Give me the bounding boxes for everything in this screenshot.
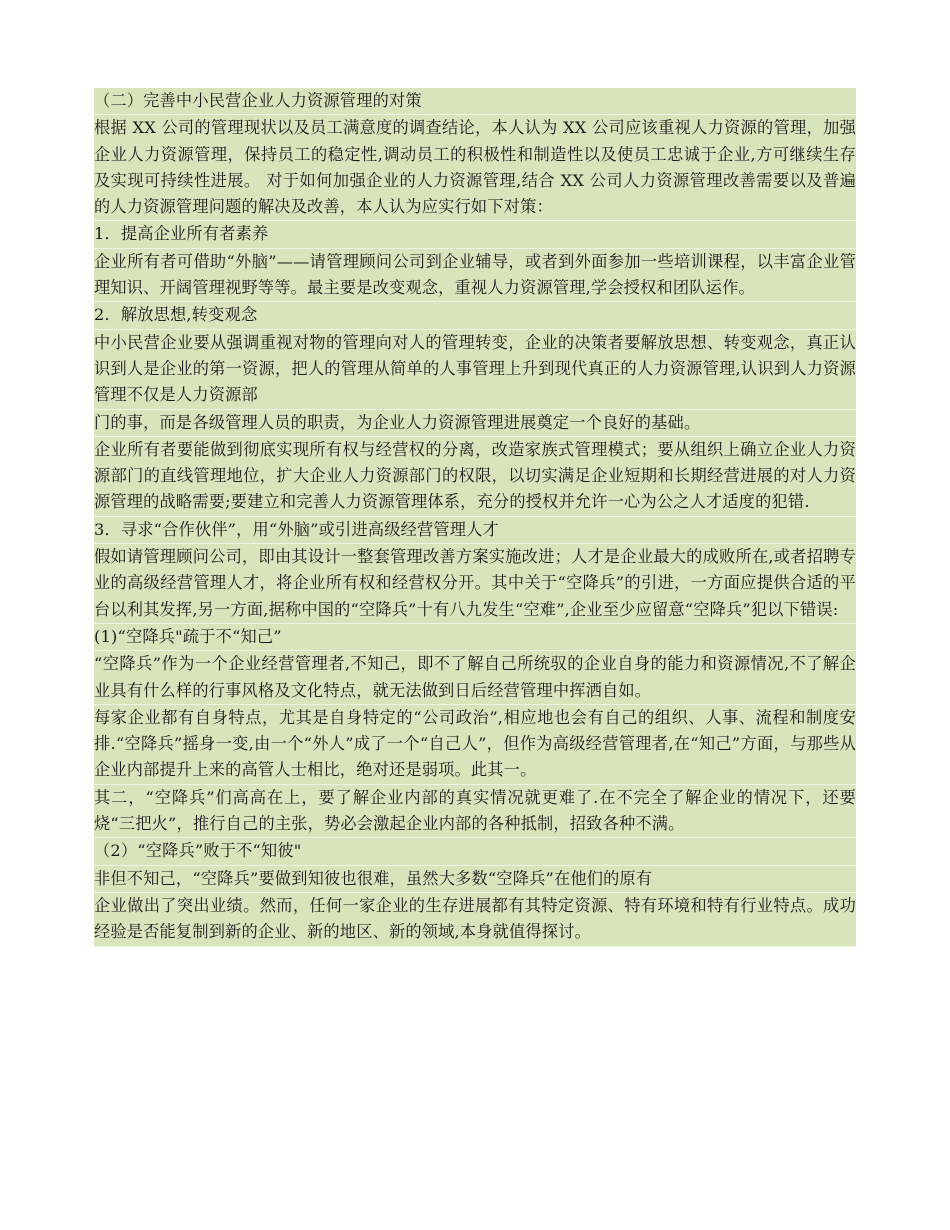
section-heading: （二）完善中小民营企业人力资源管理的对策 [94,88,856,115]
subheading-3: 3．寻求“合作伙伴”，用“外脑”或引进高级经营管理人才 [94,517,856,544]
paragraph: “空降兵”作为一个企业经营管理者,不知己，即不了解自己所统驭的企业自身的能力和资源情况,不了解企业具有什么样的行事风格及文化特点，就无法做到日后经营管理中挥洒自如。 [94,651,856,705]
paragraph: 每家企业都有自身特点，尤其是自身特定的“公司政治”,相应地也会有自己的组织、人事、流程和制度安排.“空降兵”摇身一变,由一个“外人”成了一个“自己人”，但作为高级经营管理者,在“知己”方面，与那些从企业内部提升上来的高管人士相比，绝对还是弱项。此其一。 [94,705,856,785]
paragraph: 非但不知己，“空降兵”要做到知彼也很难，虽然大多数“空降兵”在他们的原有 [94,866,856,893]
intro-paragraph: 根据 XX 公司的管理现状以及员工满意度的调查结论，本人认为 XX 公司应该重视人力资源的管理，加强企业人力资源管理，保持员工的稳定性,调动员工的积极性和制造性以及使员工忠诚于企业,方可继续生存及实现可持续性进展。 对于如何加强企业的人力资源管理,结合 XX 公司人力资源管理改善需要以及普遍的人力资源管理问题的解决及改善，本人认为应实行如下对策： [94,115,856,221]
paragraph: 门的事，而是各级管理人员的职责，为企业人力资源管理进展奠定一个良好的基础。 [94,410,856,437]
paragraph: 企业所有者要能做到彻底实现所有权与经营权的分离，改造家族式管理模式；要从组织上确立企业人力资源部门的直线管理地位，扩大企业人力资源部门的权限，以切实满足企业短期和长期经营进展的对人力资源管理的战略需要;要建立和完善人力资源管理体系，充分的授权并允许一心为公之人才适度的犯错. [94,437,856,517]
subheading-1: 1．提高企业所有者素养 [94,221,856,248]
document-body [94,88,856,947]
paragraph: 假如请管理顾问公司，即由其设计一整套管理改善方案实施改进；人才是企业最大的成败所在,或者招聘专业的高级经营管理人才，将企业所有权和经营权分开。其中关于“空降兵”的引进，一方面应提供合适的平台以利其发挥,另一方面,据称中国的“空降兵”十有八九发生“空难”,企业至少应留意“空降兵”犯以下错误: [94,544,856,624]
paragraph: 企业做出了突出业绩。然而，任何一家企业的生存进展都有其特定资源、特有环境和特有行业特点。成功经验是否能复制到新的企业、新的地区、新的领域,本身就值得探讨。 [94,893,856,947]
point-heading-1: (1)“空降兵"疏于不“知己” [94,624,856,651]
paragraph: 企业所有者可借助“外脑”——请管理顾问公司到企业辅导，或者到外面参加一些培训课程，以丰富企业管理知识、开阔管理视野等等。最主要是改变观念，重视人力资源管理,学会授权和团队运作。 [94,249,856,303]
paragraph: 中小民营企业要从强调重视对物的管理向对人的管理转变，企业的决策者要解放思想、转变观念，真正认识到人是企业的第一资源，把人的管理从简单的人事管理上升到现代真正的人力资源管理,认识到人力资源管理不仅是人力资源部 [94,330,856,410]
paragraph: 其二，“空降兵”们高高在上，要了解企业内部的真实情况就更难了.在不完全了解企业的情况下，还要烧“三把火”，推行自己的主张，势必会激起企业内部的各种抵制，招致各种不满。 [94,785,856,839]
point-heading-2: （2）“空降兵”败于不“知彼" [94,838,856,865]
subheading-2: 2．解放思想,转变观念 [94,302,856,329]
